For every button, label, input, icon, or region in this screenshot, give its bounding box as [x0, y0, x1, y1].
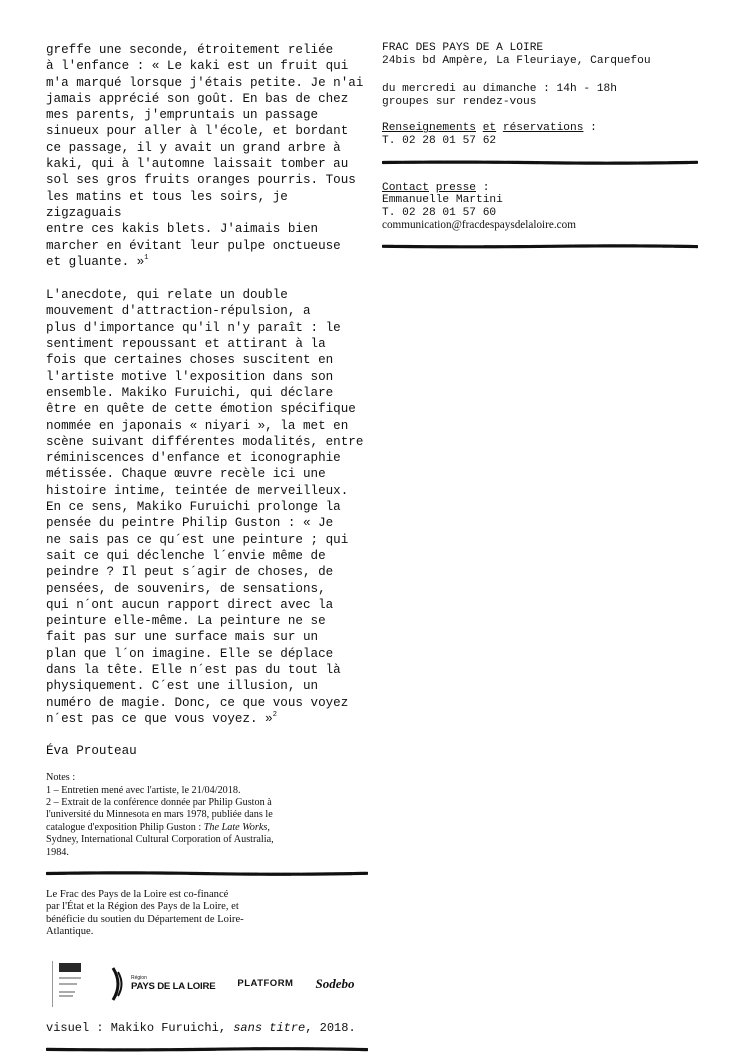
paragraph-2-line: fois que certaines choses suscitent en	[46, 353, 334, 368]
divider-1	[46, 871, 368, 875]
paragraph-2-line: sentiment repoussant et attirant à la	[46, 337, 326, 352]
prefet-region-logo	[52, 961, 89, 1007]
groups-note: groupes sur rendez-vous	[382, 95, 537, 108]
author-name: Éva Prouteau	[46, 744, 137, 759]
press-name: Emmanuelle Martini	[382, 194, 503, 207]
paragraph-2-line: histoire intime, teintée de merveilleux.	[46, 483, 349, 498]
paragraph-2-line: être en quête de cette émotion spécifique	[46, 402, 356, 417]
credit-title: sans titre	[233, 1020, 306, 1035]
press-colon: :	[476, 181, 490, 194]
paragraph-1-line: et gluante. »	[46, 254, 145, 269]
press-word-1: Contact	[382, 181, 429, 194]
note-2-text-a: 2 – Extrait de la conférence donnée par Philip Guston à l'université du Minnesota en mars 1978, publiée dans le catalogue d'exposition Philip Guston :	[46, 796, 273, 833]
paragraph-1-line: greffe une seconde, étroitement reliée	[46, 43, 334, 57]
paragraph-1-line: à l'enfance : « Le kaki est un fruit qui	[46, 59, 349, 74]
notes-heading: Notes :	[46, 772, 76, 784]
paragraph-2-line: ensemble. Makiko Furuichi, qui déclare	[46, 385, 334, 400]
platform-logo: PLATFORM	[237, 978, 294, 990]
paragraph-1-line: sinueux pour aller à l'école, et bordant	[46, 124, 349, 139]
paragraph-2-line: sait ce qui déclenche l´envie même de	[46, 548, 326, 563]
info-phone: T. 02 28 01 57 62	[382, 134, 497, 147]
paragraph-2-line: numéro de magie. Donc, ce que vous voyez	[46, 695, 349, 710]
pdl-big-text: PAYS DE LA LOIRE	[131, 981, 216, 993]
paragraph-2-line: qui n´ont aucun rapport direct avec la	[46, 597, 334, 612]
paragraph-1-line: m'a marqué lorsque j'étais petite. Je n'ai	[46, 75, 364, 90]
paragraph-2	[46, 287, 368, 727]
paragraph-2-line: pensée du peintre Philip Guston : « Je	[46, 516, 334, 531]
pays-de-la-loire-mark-icon	[111, 967, 125, 1001]
divider-2	[46, 1047, 368, 1051]
paragraph-2-line: l'artiste motive l'exposition dans son	[46, 369, 334, 384]
paragraph-2-line: plus d'importance qu'il n'y paraît : le	[46, 320, 341, 335]
paragraph-2-line: peindre ? Il peut s´agir de choses, de	[46, 565, 334, 580]
sodebo-logo	[315, 976, 354, 992]
sidebar	[382, 42, 712, 248]
paragraph-1-line: entre ces kakis blets. J'aimais bien	[46, 222, 319, 237]
paragraph-1-line: ce passage, il y avait un grand arbre à	[46, 140, 341, 155]
partner-logos	[46, 961, 368, 1007]
article-text	[46, 42, 368, 727]
paragraph-2-line: peinture elle-même. La peinture ne se	[46, 614, 326, 629]
note-1: 1 – Entretien mené avec l'artiste, le 21/04/2018.	[46, 784, 241, 796]
notes-section	[46, 772, 368, 859]
paragraph-1	[46, 42, 368, 270]
info-colon: :	[583, 122, 597, 135]
paragraph-1-line: kaki, qui à l'automne laissait tomber au	[46, 157, 349, 172]
sidebar-divider-1	[382, 160, 712, 164]
note-2	[46, 797, 368, 859]
paragraph-1-line: marcher en évitant leur pulpe onctueuse	[46, 238, 341, 253]
pays-de-la-loire-logo	[111, 967, 215, 1001]
sodebo-text: Sodebo	[315, 975, 355, 991]
credit-suffix: , 2018.	[305, 1020, 356, 1035]
paragraph-2-line: dans la tête. Elle n´est pas du tout là	[46, 662, 341, 677]
paragraph-1-line: sol ses gros fruits oranges pourris. Tous	[46, 173, 356, 188]
paragraph-2-line: scène suivant différentes modalités, entre	[46, 434, 364, 449]
paragraph-2-line: n´est pas ce que vous voyez. »	[46, 711, 273, 726]
note-2-title: The Late Works	[203, 821, 268, 833]
pdl-small-text: Région	[131, 975, 147, 982]
info-word-2: et	[482, 122, 497, 135]
footnote-ref-1: 1	[144, 253, 149, 262]
opening-hours: du mercredi au dimanche : 14h - 18h	[382, 83, 617, 96]
org-address: 24bis bd Ampère, La Fleuriaye, Carquefou	[382, 54, 651, 67]
press-word-2: presse	[435, 181, 477, 194]
paragraph-1-line: les matins et tous les soirs, je zigzaguais	[46, 189, 288, 220]
image-credit	[46, 1021, 368, 1035]
paragraph-2-line: En ce sens, Makiko Furuichi prolonge la	[46, 500, 341, 515]
info-heading	[382, 122, 712, 135]
paragraph-2-line: métissée. Chaque œuvre recèle ici une	[46, 467, 326, 482]
paragraph-2-line: réminiscences d'enfance et iconographie	[46, 451, 341, 466]
paragraph-2-line: ne sais pas ce qu´est une peinture ; qui	[46, 532, 349, 547]
paragraph-2-line: L'anecdote, qui relate un double	[46, 288, 288, 303]
credit-prefix: visuel : Makiko Furuichi,	[46, 1020, 234, 1035]
paragraph-1-line: mes parents, j'empruntais un passage	[46, 108, 319, 123]
org-name: FRAC DES PAYS DE A LOIRE	[382, 42, 544, 54]
info-word-3: réservations	[502, 122, 584, 135]
press-phone: T. 02 28 01 57 60	[382, 206, 497, 219]
funding-text: Le Frac des Pays de la Loire est co-financé par l'État et la Région des Pays de la Loire, et bénéficie du soutien du Département de Loire- Atlantique.	[46, 889, 244, 938]
info-word-1: Renseignements	[382, 122, 476, 135]
paragraph-2-line: pensées, de souvenirs, de sensations,	[46, 581, 326, 596]
sidebar-divider-2	[382, 244, 712, 248]
main-column	[46, 42, 368, 1051]
press-heading	[382, 182, 712, 195]
paragraph-1-line: jamais apprécié son goût. En bas de chez	[46, 91, 349, 106]
press-email[interactable]: communication@fracdespaysdelaloire.com	[382, 219, 576, 232]
footnote-ref-2: 2	[272, 710, 277, 719]
paragraph-2-line: physiquement. C´est une illusion, un	[46, 679, 319, 694]
paragraph-2-line: fait pas sur une surface mais sur un	[46, 630, 319, 645]
paragraph-2-line: nommée en japonais « niyari », la met en	[46, 418, 349, 433]
paragraph-2-line: mouvement d'attraction-répulsion, a	[46, 304, 311, 319]
note-2-text-b: , Sydney, International Cultural Corporation of Australia, 1984.	[46, 821, 274, 858]
paragraph-2-line: plan que l´on imagine. Elle se déplace	[46, 646, 334, 661]
